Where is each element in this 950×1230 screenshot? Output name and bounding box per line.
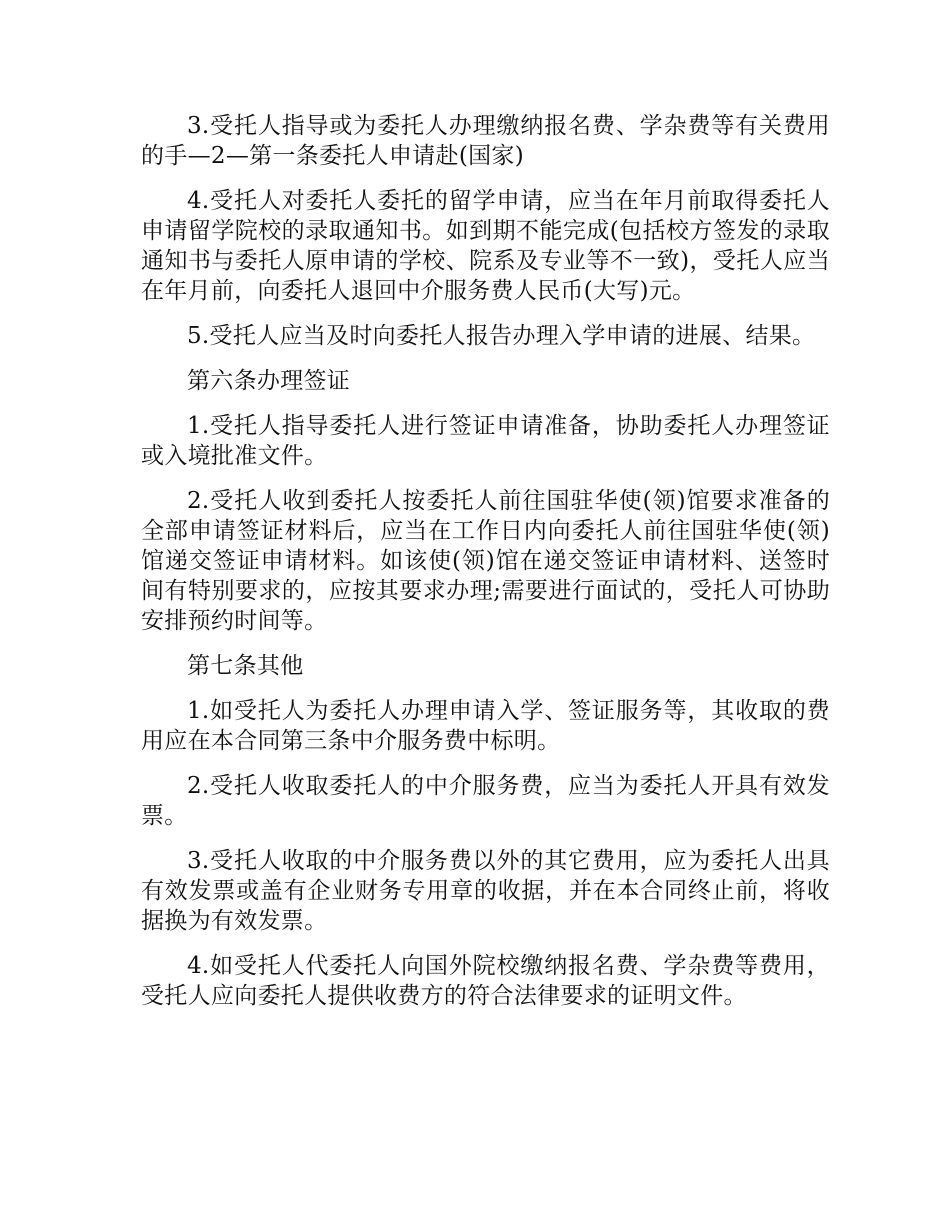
document-page	[141, 111, 830, 1026]
paragraph-visa-2: 2.受托人收到委托人按委托人前往国驻华使(领)馆要求准备的全部申请签证材料后，应当在工作日内向委托人前往国驻华使(领)馆递交签证申请材料。如该使(领)馆在递交签证申请材料、送签时间有特别要求的，应按其要求办理;需要进行面试的，受托人可协助安排预约时间等。	[141, 488, 830, 634]
paragraph-other-3: 3.受托人收取的中介服务费以外的其它费用，应为委托人出具有效发票或盖有企业财务专用章的收据，并在本合同终止前，将收据换为有效发票。	[141, 848, 830, 934]
section-heading-article-6: 第六条办理签证	[187, 368, 351, 394]
paragraph-other-1: 1.如受托人为委托人办理申请入学、签证服务等，其收取的费用应在本合同第三条中介服务费中标明。	[141, 698, 830, 754]
paragraph-item-3: 3.受托人指导或为委托人办理缴纳报名费、学杂费等有关费用的手—2—第一条委托人申请赴(国家)	[141, 113, 830, 169]
paragraph-item-4: 4.受托人对委托人委托的留学申请，应当在年月前取得委托人申请留学院校的录取通知书。如到期不能完成(包括校方签发的录取通知书与委托人原申请的学校、院系及专业等不一致)，受托人应当在年月前，向委托人退回中介服务费人民币(大写)元。	[141, 188, 830, 304]
paragraph-item-5: 5.受托人应当及时向委托人报告办理入学申请的进展、结果。	[187, 323, 816, 349]
paragraph-visa-1: 1.受托人指导委托人进行签证申请准备，协助委托人办理签证或入境批准文件。	[141, 413, 830, 469]
paragraph-other-4: 4.如受托人代委托人向国外院校缴纳报名费、学杂费等费用，受托人应向委托人提供收费方的符合法律要求的证明文件。	[141, 953, 830, 1009]
section-heading-article-7: 第七条其他	[187, 653, 304, 679]
paragraph-other-2: 2.受托人收取委托人的中介服务费，应当为委托人开具有效发票。	[141, 773, 830, 829]
